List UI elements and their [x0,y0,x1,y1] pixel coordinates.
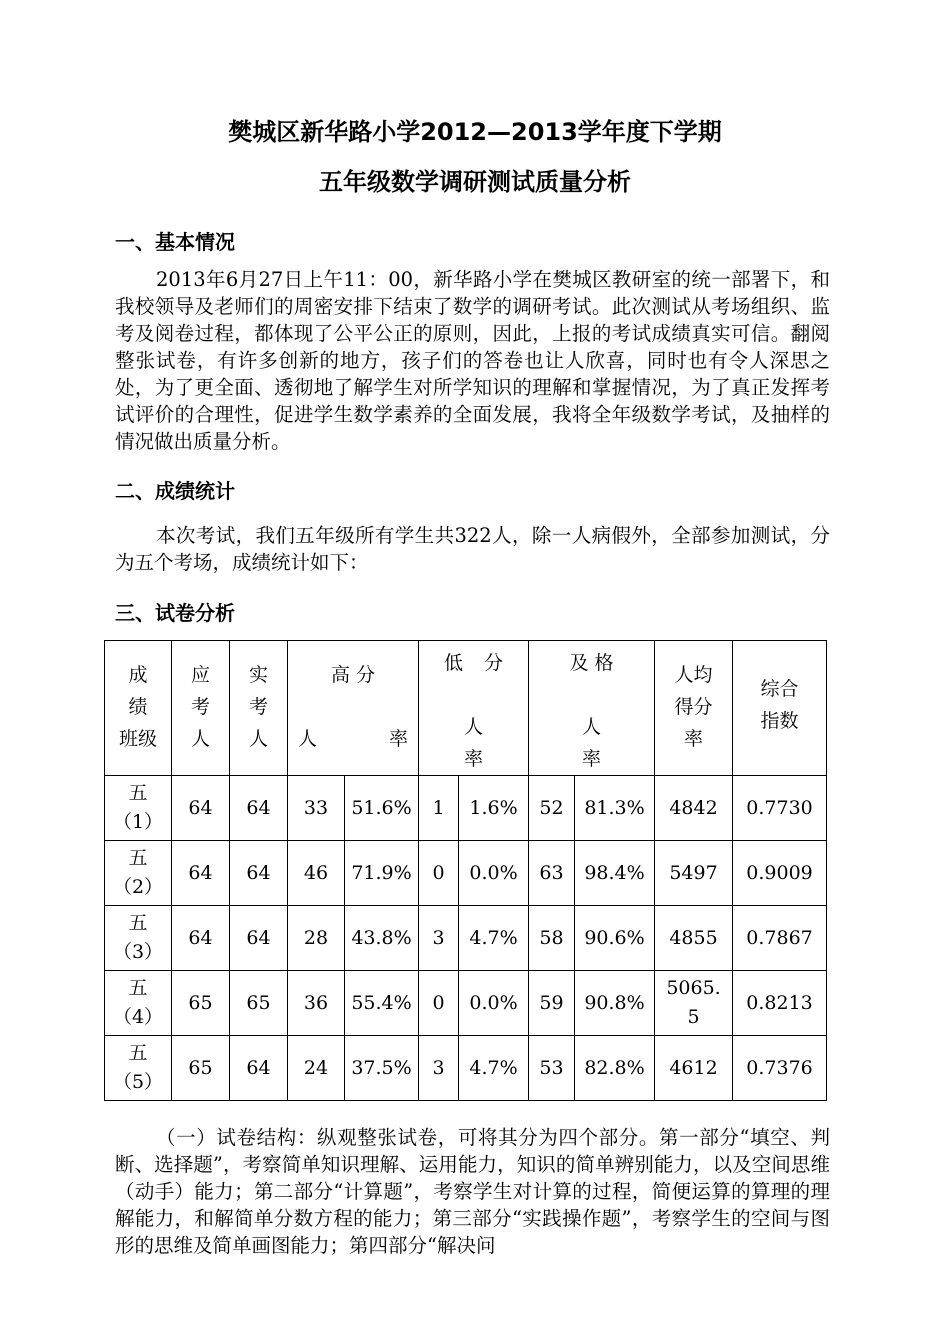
pass-count-cell: 53 [529,1036,575,1101]
high-count-cell: 36 [288,971,345,1036]
class-cell: 五 （2） [105,841,172,906]
expected-cell: 64 [172,841,230,906]
index-cell: 0.7867 [733,906,827,971]
expected-cell: 65 [172,971,230,1036]
class-cell: 五 （5） [105,1036,172,1101]
section-body-scores: 本次考试，我们五年级所有学生共322人，除一人病假外，全部参加测试，分为五个考场，成绩统计如下： [115,524,830,574]
expected-cell: 65 [172,1036,230,1101]
document-title-line1: 樊城区新华路小学2012—2013学年度下学期 [228,118,722,146]
low-rate-cell: 4.7% [459,906,529,971]
pass-count-cell: 59 [529,971,575,1036]
score-table [104,640,827,1101]
average-cell: 4842 [655,776,733,841]
high-count-cell: 46 [288,841,345,906]
average-cell: 4612 [655,1036,733,1101]
index-cell: 0.7376 [733,1036,827,1101]
high-rate-cell: 71.9% [345,841,419,906]
low-rate-cell: 4.7% [459,1036,529,1101]
high-rate-cell: 43.8% [345,906,419,971]
header-pass: 及 格 人 率 [529,641,655,776]
document-title-line2: 五年级数学调研测试质量分析 [319,168,631,196]
section-body-analysis: （一）试卷结构：纵观整张试卷，可将其分为四个部分。第一部分“填空、判断、选择题”，考察简单知识理解、运用能力，知识的简单辨别能力，以及空间思维（动手）能力；第二部分“计算题”，考察学生对计算的过程，简便运算的算理的理解能力，和解简单分数方程的能力；第三部分“实践操作题”，考察学生的空间与图形的思维及简单画图能力；第四部分“解决问 [115,1126,830,1257]
table-row [105,841,827,906]
class-cell: 五 （1） [105,776,172,841]
class-cell: 五 （4） [105,971,172,1036]
high-rate-cell: 37.5% [345,1036,419,1101]
expected-cell: 64 [172,906,230,971]
header-actual: 实 考 人 [230,641,288,776]
table-row [105,971,827,1036]
pass-rate-cell: 98.4% [575,841,655,906]
section-heading-basic: 一、基本情况 [115,230,235,254]
header-low-score: 低 分 人 率 [419,641,529,776]
header-class: 成 绩 班级 [105,641,172,776]
high-count-cell: 28 [288,906,345,971]
header-average: 人均 得分 率 [655,641,733,776]
header-index: 综合 指数 [733,641,827,776]
low-count-cell: 0 [419,971,459,1036]
pass-rate-cell: 90.6% [575,906,655,971]
high-rate-cell: 55.4% [345,971,419,1036]
high-count-cell: 24 [288,1036,345,1101]
table-row [105,1036,827,1101]
low-count-cell: 1 [419,776,459,841]
low-count-cell: 0 [419,841,459,906]
section-body-basic: 2013年6月27日上午11：00，新华路小学在樊城区教研室的统一部署下，和我校领导及老师们的周密安排下结束了数学的调研考试。此次测试从考场组织、监考及阅卷过程，都体现了公平公正的原则，因此，上报的考试成绩真实可信。翻阅整张试卷，有许多创新的地方，孩子们的答卷也让人欣喜，同时也有令人深思之处，为了更全面、透彻地了解学生对所学知识的理解和掌握情况，为了真正发挥考试评价的合理性，促进学生数学素养的全面发展，我将全年级数学考试，及抽样的情况做出质量分析。 [115,268,830,453]
pass-count-cell: 58 [529,906,575,971]
average-cell: 5065. 5 [655,971,733,1036]
header-expected: 应 考 人 [172,641,230,776]
index-cell: 0.8213 [733,971,827,1036]
low-rate-cell: 0.0% [459,841,529,906]
actual-cell: 64 [230,906,288,971]
pass-count-cell: 52 [529,776,575,841]
high-count-cell: 33 [288,776,345,841]
table-header-row [105,641,827,776]
actual-cell: 65 [230,971,288,1036]
low-rate-cell: 0.0% [459,971,529,1036]
index-cell: 0.9009 [733,841,827,906]
average-cell: 4855 [655,906,733,971]
actual-cell: 64 [230,841,288,906]
pass-rate-cell: 90.8% [575,971,655,1036]
high-rate-cell: 51.6% [345,776,419,841]
pass-rate-cell: 82.8% [575,1036,655,1101]
low-count-cell: 3 [419,906,459,971]
low-rate-cell: 1.6% [459,776,529,841]
section-heading-scores: 二、成绩统计 [115,479,235,503]
header-high-score: 高 分 人 率 [288,641,419,776]
index-cell: 0.7730 [733,776,827,841]
table-row [105,906,827,971]
table-row [105,776,827,841]
actual-cell: 64 [230,776,288,841]
class-cell: 五 （3） [105,906,172,971]
expected-cell: 64 [172,776,230,841]
pass-count-cell: 63 [529,841,575,906]
low-count-cell: 3 [419,1036,459,1101]
average-cell: 5497 [655,841,733,906]
actual-cell: 64 [230,1036,288,1101]
pass-rate-cell: 81.3% [575,776,655,841]
section-heading-analysis: 三、试卷分析 [115,601,235,625]
